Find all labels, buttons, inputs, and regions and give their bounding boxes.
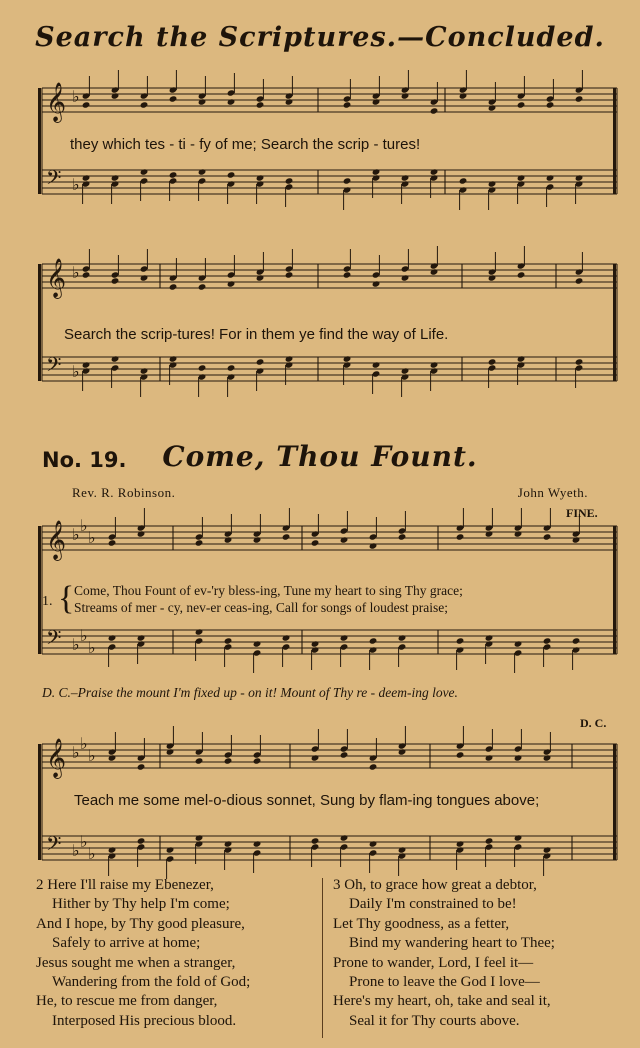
note-head <box>485 754 494 761</box>
note-head <box>108 846 117 853</box>
final-barline <box>613 526 616 654</box>
treble-clef-icon: 𝄞 <box>46 82 67 122</box>
note-head <box>285 177 294 184</box>
note-head <box>398 533 407 540</box>
note-head <box>340 834 349 841</box>
note-head <box>166 846 175 853</box>
note-head <box>398 634 407 641</box>
note-head <box>456 751 465 758</box>
stanza-3 <box>333 876 555 1031</box>
page-title-search-the-scriptures: Search the Scriptures.—Concluded. <box>35 22 605 53</box>
note-head <box>198 98 207 105</box>
note-head <box>111 174 120 181</box>
note-head <box>369 637 378 644</box>
note-head <box>543 637 552 644</box>
system-bracket <box>38 88 41 194</box>
note-head <box>372 361 381 368</box>
note-head <box>340 634 349 641</box>
note-head <box>169 95 178 102</box>
note-head <box>430 361 439 368</box>
note-head <box>253 536 262 543</box>
note-head <box>140 101 149 108</box>
note-head <box>372 98 381 105</box>
note-head <box>227 364 236 371</box>
note-head <box>256 358 265 365</box>
flat-icon: ♭ <box>72 525 80 544</box>
note-head <box>311 837 320 844</box>
dc-marking: D. C. <box>580 716 607 730</box>
flat-icon: ♭ <box>72 841 80 860</box>
note-head <box>514 834 523 841</box>
note-head <box>485 530 494 537</box>
note-head <box>456 637 465 644</box>
flat-icon: ♭ <box>88 528 96 547</box>
flat-icon: ♭ <box>88 638 96 657</box>
final-barline <box>613 744 616 860</box>
note-head <box>108 754 117 761</box>
note-head <box>253 840 262 847</box>
hymn-title-come-thou-fount: Come, Thou Fount. <box>162 440 478 473</box>
note-head <box>198 364 207 371</box>
flat-icon: ♭ <box>72 743 80 762</box>
lyric-line-1: they which tes - ti - fy of me; Search the scrip - tures! <box>70 136 421 153</box>
bass-clef-icon: 𝄢 <box>46 353 62 381</box>
note-head <box>543 846 552 853</box>
note-head <box>140 168 149 175</box>
note-head <box>137 837 146 844</box>
stanza-line: Safely to arrive at home; <box>52 935 201 952</box>
flat-icon: ♭ <box>72 635 80 654</box>
note-head <box>343 355 352 362</box>
note-head <box>546 101 555 108</box>
note-head <box>195 539 204 546</box>
stanza-2 <box>36 876 250 1031</box>
note-head <box>575 277 584 284</box>
stanza-line: Interposed His precious blood. <box>52 1012 237 1029</box>
note-head <box>456 840 465 847</box>
note-head <box>575 95 584 102</box>
note-head <box>195 757 204 764</box>
stanza-line: Wandering from the fold of God; <box>52 974 251 991</box>
verse1-line-b: Streams of mer - cy, nev-er ceas-ing, Call for songs of loudest praise; <box>74 600 449 615</box>
note-head <box>224 637 233 644</box>
note-head <box>253 757 262 764</box>
note-head <box>137 763 146 770</box>
note-head <box>169 283 178 290</box>
note-head <box>546 174 555 181</box>
note-head <box>169 171 178 178</box>
note-head <box>572 536 581 543</box>
treble-clef-icon: 𝄞 <box>46 258 67 298</box>
note-head <box>311 640 320 647</box>
note-head <box>488 104 497 111</box>
stanza-line: Prone to wander, Lord, I feel it— <box>333 954 534 971</box>
flat-icon: ♭ <box>72 87 80 106</box>
note-head <box>282 634 291 641</box>
note-head <box>572 637 581 644</box>
note-head <box>195 834 204 841</box>
note-head <box>543 754 552 761</box>
note-head <box>369 763 378 770</box>
bass-clef-icon: 𝄢 <box>46 626 62 654</box>
note-head <box>285 271 294 278</box>
note-head <box>108 539 117 546</box>
note-head <box>224 757 233 764</box>
note-head <box>514 640 523 647</box>
stanza-line: And I hope, by Thy good pleasure, <box>36 915 245 932</box>
system-bracket <box>38 526 41 654</box>
note-head <box>282 533 291 540</box>
stanza-line: He, to rescue me from danger, <box>36 993 218 1010</box>
note-head <box>256 174 265 181</box>
dc-lyric-line: D. C.–Praise the mount I'm fixed up - on it! Mount of Thy re - deem-ing love. <box>42 685 458 700</box>
final-barline <box>613 264 616 381</box>
stanza-line: Prone to leave the God I love— <box>349 974 540 991</box>
note-head <box>575 174 584 181</box>
note-head <box>514 530 523 537</box>
note-head <box>311 539 320 546</box>
note-head <box>343 101 352 108</box>
note-head <box>517 101 526 108</box>
note-head <box>82 361 91 368</box>
verse-brace: { <box>58 580 75 617</box>
note-head <box>401 174 410 181</box>
note-head <box>137 530 146 537</box>
note-head <box>488 358 497 365</box>
author-credit: Rev. R. Robinson. <box>72 485 176 500</box>
note-head <box>459 92 468 99</box>
composer-credit: John Wyeth. <box>517 485 588 500</box>
note-head <box>430 107 439 114</box>
note-head <box>543 533 552 540</box>
stanza-line: Jesus sought me when a stranger, <box>36 954 236 971</box>
stanza-line: 3 Oh, to grace how great a debtor, <box>333 877 537 893</box>
note-head <box>227 98 236 105</box>
note-head <box>253 640 262 647</box>
stanza-line: Seal it for Thy courts above. <box>349 1012 520 1029</box>
note-head <box>369 542 378 549</box>
note-head <box>343 177 352 184</box>
treble-clef-icon: 𝄞 <box>46 520 67 560</box>
note-head <box>140 274 149 281</box>
system-bracket <box>38 264 41 381</box>
stanza-line: Daily I'm constrained to be! <box>349 896 517 913</box>
flat-icon: ♭ <box>80 832 88 851</box>
note-head <box>256 274 265 281</box>
note-head <box>369 840 378 847</box>
note-head <box>227 280 236 287</box>
flat-icon: ♭ <box>80 626 88 645</box>
note-head <box>456 533 465 540</box>
note-head <box>517 271 526 278</box>
hymn-number: No. 19. <box>42 448 127 472</box>
note-head <box>285 355 294 362</box>
stanza-line: Bind my wandering heart to Thee; <box>349 935 555 952</box>
stanza-line: 2 Here I'll raise my Ebenezer, <box>36 877 214 893</box>
stanza-line: Here's my heart, oh, take and seal it, <box>333 993 551 1010</box>
note-head <box>169 355 178 362</box>
flat-icon: ♭ <box>80 516 88 535</box>
note-head <box>82 101 91 108</box>
flat-icon: ♭ <box>72 263 80 282</box>
note-head <box>575 358 584 365</box>
note-head <box>401 367 410 374</box>
note-head <box>224 536 233 543</box>
lyric-line-2: Search the scrip-tures! For in them ye find the way of Life. <box>64 326 449 343</box>
system-bracket <box>38 744 41 860</box>
flat-icon: ♭ <box>72 175 80 194</box>
note-head <box>111 92 120 99</box>
flat-icon: ♭ <box>80 734 88 753</box>
note-head <box>343 271 352 278</box>
flat-icon: ♭ <box>88 746 96 765</box>
verse1-line-a: Come, Thou Fount of ev-'ry bless-ing, Tune my heart to sing Thy grace; <box>74 583 463 598</box>
note-head <box>401 274 410 281</box>
note-head <box>340 751 349 758</box>
note-head <box>227 171 236 178</box>
note-head <box>514 754 523 761</box>
note-head <box>485 837 494 844</box>
note-head <box>517 355 526 362</box>
note-head <box>488 180 497 187</box>
note-head <box>372 168 381 175</box>
bass-clef-icon: 𝄢 <box>46 832 62 860</box>
note-head <box>111 277 120 284</box>
note-head <box>430 168 439 175</box>
note-head <box>459 177 468 184</box>
note-head <box>198 283 207 290</box>
note-head <box>224 840 233 847</box>
flat-icon: ♭ <box>88 844 96 863</box>
note-head <box>82 174 91 181</box>
note-head <box>398 748 407 755</box>
flat-icon: ♭ <box>72 362 80 381</box>
note-head <box>82 271 91 278</box>
note-head <box>198 168 207 175</box>
note-head <box>285 98 294 105</box>
note-head <box>108 634 117 641</box>
note-head <box>111 355 120 362</box>
note-head <box>137 634 146 641</box>
fine-marking: FINE. <box>566 506 598 520</box>
chorus-lyric-line: Teach me some mel-o-dious sonnet, Sung by flam-ing tongues above; <box>74 792 540 809</box>
treble-clef-icon: 𝄞 <box>46 738 67 778</box>
stanza-line: Let Thy goodness, as a fetter, <box>333 915 510 932</box>
note-head <box>340 536 349 543</box>
bass-clef-icon: 𝄢 <box>46 166 62 194</box>
note-head <box>372 280 381 287</box>
note-head <box>517 174 526 181</box>
note-head <box>166 748 175 755</box>
note-head <box>195 628 204 635</box>
note-head <box>485 634 494 641</box>
verse-number: 1. <box>42 594 53 609</box>
stanza-line: Hither by Thy help I'm come; <box>52 896 230 913</box>
note-head <box>398 846 407 853</box>
note-head <box>401 92 410 99</box>
note-head <box>256 101 265 108</box>
column-divider <box>322 878 323 1038</box>
note-head <box>430 268 439 275</box>
note-head <box>311 754 320 761</box>
note-head <box>140 367 149 374</box>
final-barline <box>613 88 616 194</box>
note-head <box>488 274 497 281</box>
